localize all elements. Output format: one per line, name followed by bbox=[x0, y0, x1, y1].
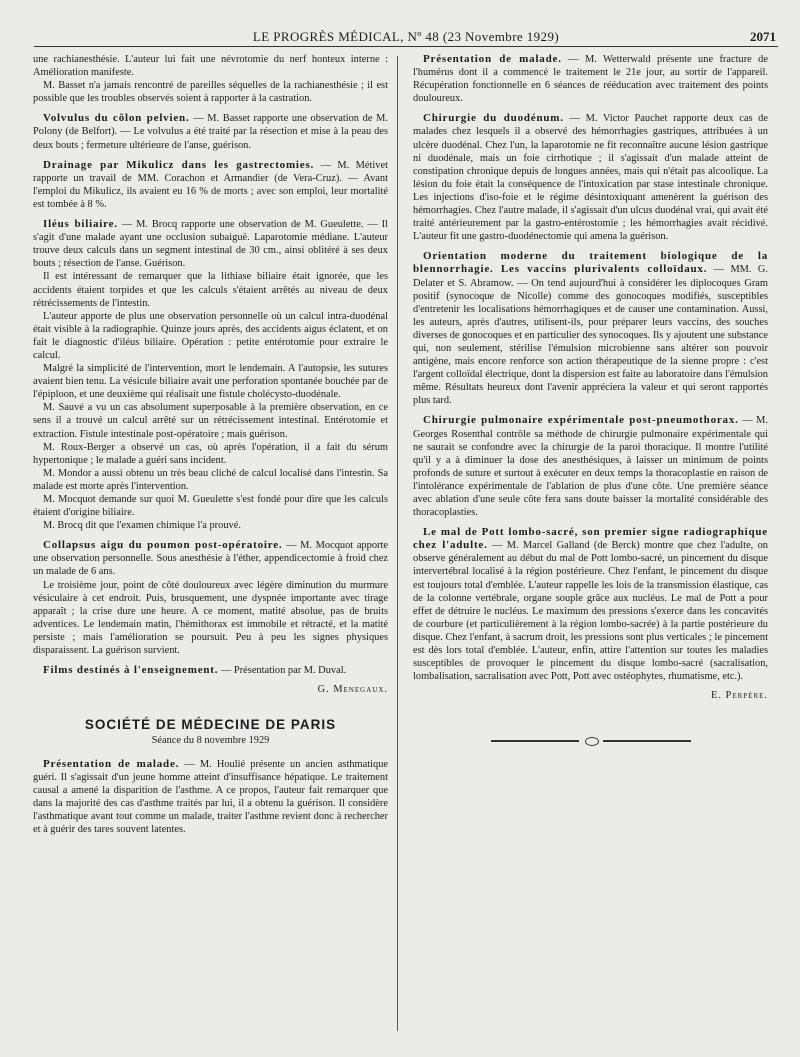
section-heading: Orientation moderne du traitement biologique de la blennorrhagie. Les vaccins plurivalents colloïdaux. bbox=[413, 250, 768, 276]
presentation-section bbox=[33, 758, 388, 837]
chirurgie-section bbox=[413, 414, 768, 519]
section-text: — M. Marcel Galland (de Berck) montre que chez l'adulte, on observe généralement au début du mal de Pott lombo-sacré, un pincement du disque intervertébral localisé à la région postérieure. Chez l'enfant, le pincement du disque est toujours total d'emblée. L'auteur rappelle les lois de la transmission élastique, cas de la colonne vertébrale, organe souple grâce aux nucléus. Le mal de Pott a pour effet de détruire le nucléus. Le maximum des pressions s'exerce dans les concavités de courbure (et particulièrement à la région lombo-sacrée) à la partie postérieure du disque. Chez l'enfant, à sacrum droit, les pressions sont plus verticales ; le pincement est dès lors total d'emblée. L'auteur, enfin, attire l'attention sur toutes les maladies susceptibles de provoquer le pincement du disque lombo-sacré (sacralisation, lombalisation, sacralisation avec Pott, Pott avec ostéophytes, rhumatisme, etc.). bbox=[413, 540, 768, 683]
paragraph: M. Basset n'a jamais rencontré de pareilles séquelles de la rachianesthésie ; il est possible que les troubles observés soient à rapporter à la castration. bbox=[33, 80, 388, 105]
page-number: 2071 bbox=[750, 29, 776, 44]
ornament-center bbox=[585, 737, 599, 746]
paragraph: M. Roux-Berger a observé un cas, où après l'opération, il a fait du sérum hypertonique ; le malade a guéri sans incident. bbox=[33, 441, 388, 466]
paragraph: M. Mondor a aussi obtenu un très beau cliché de calcul localisé dans l'intestin. Sa malade est morte après l'intervention. bbox=[33, 467, 388, 492]
section-heading: Chirurgie pulmonaire expérimentale post-pneumothorax. bbox=[423, 414, 739, 427]
section-heading: Iléus biliaire. bbox=[43, 218, 118, 231]
ornament-rule-right bbox=[603, 740, 691, 742]
paragraph: M. Mocquot demande sur quoi M. Gueulette s'est fondé pour dire que les calculs étaient d'origine biliaire. bbox=[33, 494, 388, 519]
meeting-date: Séance du 8 novembre 1929 bbox=[151, 735, 270, 747]
pott-section bbox=[413, 526, 768, 702]
duodenum-section bbox=[413, 112, 768, 243]
rachianesthesie-section bbox=[33, 53, 388, 105]
section-text: — M. Basset rapporte une observation de M. Polony (de Belfort). — Le volvulus a été traité par la résection et mise à la peau des deux bouts ; fermeture ultérieure de l'anse, guérison. bbox=[33, 113, 388, 151]
section-text: — M. Victor Pauchet rapporte deux cas de malades chez lesquels il a observé des hémorrhagies gastriques, attribuées à un ulcère duodénal. Chez l'un, la laparotomie ne fit reconnaître aucune lésion gastrique ni duodénale, mais un foie cirrhotique ; il s'agissait d'un malade atteint de constipation chronique depuis de longues années, mais qui n'était pas alcoolique. La lésion du foie était la conséquence de l'intoxication par stase intestinale chronique. Les injections d'iso-foie et le régime désintoxiquant amenèrent la guérison des hémorrhagies. Chez l'autre malade, il s'agissait d'un ulcus duodénal vrai, qui avait été traité antérieurement par la gastro-entérostomie ; les hémorrhagies avait récidivé. L'auteur fit une gastro-duodénectomie qui amena la guérison. bbox=[413, 113, 768, 243]
right-column bbox=[413, 53, 768, 746]
paragraph: L'auteur apporte de plus une observation personnelle où un calcul intra-duodénal était visible à la radiographie. Quinze jours après, des accidents aigus éclatent, et on fait le diagnostic d'iléus biliaire. Opération : petite entérotomie pour extraire le calcul. bbox=[33, 310, 388, 361]
section-heading: Chirurgie du duodénum. bbox=[423, 112, 564, 125]
society-title: SOCIÉTÉ DE MÉDECINE DE PARIS bbox=[84, 717, 337, 733]
orientation-section bbox=[413, 250, 768, 407]
end-ornament bbox=[491, 736, 691, 746]
author-signature: G. Menegaux. bbox=[317, 684, 388, 696]
section-heading: Présentation de malade. bbox=[423, 53, 562, 65]
running-title: LE PROGRÈS MÉDICAL, Nº 48 (23 Novembre 1929) bbox=[252, 29, 560, 44]
presentation-2-section bbox=[413, 53, 768, 105]
left-column bbox=[33, 53, 388, 836]
section-text: — MM. G. Delater et S. Abramow. — On tend aujourd'hui à considérer les diplocoques Gram positif (synocoque de Nicolle) comme des gonocoques modifiés, susceptibles d'entretenir les localisations hémorrhagiques et de causer une contamination. Aussi, les auteurs, après d'autres, utilisent-ils, pour préparer leurs vaccins, des souches diverses de gonocoques et en particulier des synocoques. Ils y ajoutent une substance qui, non seulement, stérilise l'émulsion microbienne sans altérer son pouvoir antigène, mais encore renforce son action thérapeutique de la sienne propre : c'est l'argent colloïdal électrique, dont la dispersion est faite au laboratoire dans l'émulsion même. Résultats heureux dont l'avenir appréciera la valeur et qui seront rapportés plus tard. bbox=[413, 264, 768, 407]
section-heading: Drainage par Mikulicz dans les gastrectomies. bbox=[43, 158, 315, 171]
ornament-rule-left bbox=[491, 740, 579, 742]
column-divider bbox=[397, 56, 398, 1031]
section-text: — M. Wetterwald présente une fracture de l'humérus dont il a commencé le traitement le 21e jour, au sortir de l'appareil. Récupération fonctionnelle en 6 séances de rééducation avec traitement des points douloureux. bbox=[413, 54, 768, 105]
paragraph: M. Sauvé a vu un cas absolument superposable à la première observation, en ce sens il a trouvé un calcul arrêté sur un rétrécissement intestinal. Entérotomie et extraction. Fistule intestinale post-opératoire ; mais guérison. bbox=[33, 402, 388, 440]
paragraph: Le troisième jour, point de côté douloureux avec légère diminution du murmure vésiculaire à cet endroit. Puis, brusquement, une dyspnée importante avec tirage apparaît ; la crise dure une heure. A ce moment, matité absolue, pas de bruits adventices. Le lendemain matin, l'hémithorax est immobile et rétracté, et la matité persiste ; mais l'amélioration se poursuit. Peu à peu les signes physiques disparaissent. La guérison survient. bbox=[33, 579, 388, 657]
section-text: — Présentation par M. Duval. bbox=[220, 665, 347, 677]
section-text: — M. Métivet rapporte un travail de MM. Corachon et Armandier (de Vera-Cruz). — Avant l'emploi du Mikulicz, ils avaient eu 16 % de morts ; avec son emploi, leur mortalité est tombée à 8 %. bbox=[33, 159, 388, 210]
paragraph: une rachianesthésie. L'auteur lui fait une névrotomie du nerf honteux interne : Amélioration manifeste. bbox=[33, 54, 388, 79]
section-heading: Collapsus aigu du poumon post-opératoire. bbox=[43, 539, 283, 552]
author-signature: E. Perpère. bbox=[711, 690, 768, 702]
volvulus-section bbox=[33, 112, 388, 151]
section-heading: Films destinés à l'enseignement. bbox=[43, 664, 219, 677]
paragraph: Malgré la simplicité de l'intervention, mort le lendemain. A l'autopsie, les sutures avaient bien tenu. La vésicule biliaire avait une perforation spontanée bouchée par de l'épiploon, et une deuxième qui réalisait une fistule cholécysto-duodénale. bbox=[33, 363, 388, 401]
section-text: — M. Brocq rapporte une observation de M. Gueulette. — Il s'agit d'une malade ayant une occlusion subaiguë. Laparotomie médiane. L'auteur trouve deux calculs dans un segment intestinal de 30 cm., ainsi oblitéré à ses deux bouts ; résection de l'anse. Guérison. bbox=[33, 219, 388, 270]
section-heading: Volvulus du côlon pelvien. bbox=[43, 112, 190, 125]
films-section bbox=[33, 664, 388, 696]
section-text: — M. Mocquot apporte une observation personnelle. Sous anesthésie à l'éther, appendicectomie à froid chez un malade de 6 ans. bbox=[33, 540, 388, 578]
section-text: — M. Houlié présente un ancien asthmatique guéri. Il s'agissait d'un jeune homme atteint d'insuffisance hépatique. Le traitement causal a amené la disparition de l'asthme. A ce propos, l'auteur fait remarquer que dans la majorité des cas d'asthme traités par lui, il a obtenu la guérison. Il considère l'asthmatique avant tout comme un malade, traiter l'asthme revient donc à rechercher et à guérir des tares souvent latentes. bbox=[33, 758, 388, 835]
section-text: — M. Georges Rosenthal contrôle sa méthode de chirurgie pulmonaire expérimentale qui ne saurait se confondre avec la chirurgie de la paroi thoracique. Il montre l'utilité qu'il y a à diminuer la dose des anesthésiques, à laisser un minimum de points profonds de suture et surtout à exécuter en deux temps la thoracoplastie en raison de l'intolérance expérimentale de l'ablation de plus d'une côte. Une première séance avec ablation d'une seule côte fera sans doute baisser la mortalité considérable des thoracoplasties. bbox=[413, 415, 768, 519]
section-heading: Présentation de malade. bbox=[43, 757, 180, 770]
section-heading: Le mal de Pott lombo-sacré, son premier signe radiographique chez l'adulte. bbox=[413, 526, 768, 552]
paragraph: Il est intéressant de remarquer que la lithiase biliaire était ignorée, que les accidents étaient torpides et que les calculs s'étaient arrêtés au niveau de deux rétrécissements de l'intestin. bbox=[33, 271, 388, 309]
page-header bbox=[34, 26, 778, 47]
drainage-section bbox=[33, 159, 388, 211]
society-header bbox=[33, 718, 388, 747]
paragraph: M. Brocq dit que l'examen chimique l'a prouvé. bbox=[43, 520, 241, 532]
collapsus-section bbox=[33, 539, 388, 657]
ileus-section bbox=[33, 218, 388, 532]
